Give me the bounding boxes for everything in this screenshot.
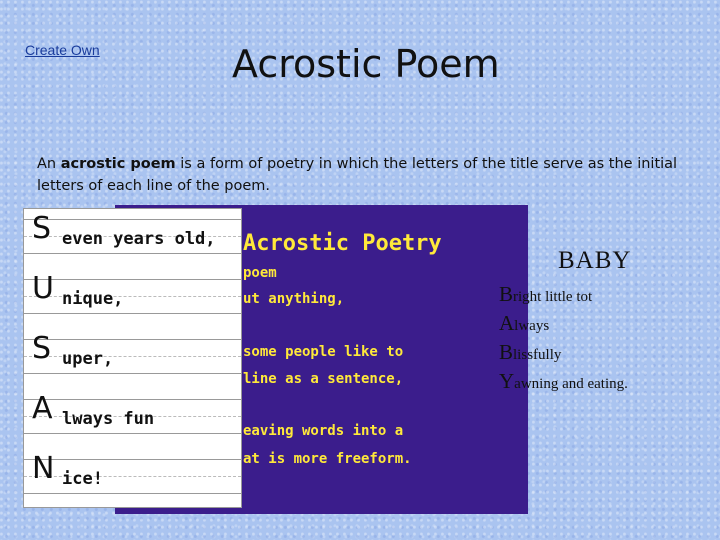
- panel-line: ut anything,: [243, 291, 345, 307]
- baby-poem-line: [499, 340, 561, 365]
- worksheet-letter: S: [32, 211, 52, 246]
- panel-line: line as a sentence,: [243, 371, 404, 387]
- panel-line: eaving words into a: [243, 423, 404, 439]
- acrostic-worksheet: [23, 208, 242, 508]
- intro-paragraph: [37, 153, 687, 197]
- baby-line-initial: B: [499, 282, 514, 306]
- worksheet-row: [24, 269, 241, 327]
- baby-line-text: awning and eating.: [514, 376, 628, 392]
- worksheet-text: uper,: [62, 349, 114, 369]
- panel-line: some people like to: [243, 344, 404, 360]
- worksheet-text: even years old,: [62, 229, 216, 249]
- intro-text-after: is a form of poetry in which the letters of the title serve as the initial letters of each line of the poem.: [37, 156, 678, 194]
- worksheet-letter: N: [32, 451, 55, 486]
- worksheet-text: nique,: [62, 289, 124, 309]
- panel-line: at is more freeform.: [243, 451, 412, 467]
- page-title: Acrostic Poem: [232, 42, 500, 86]
- panel-line: poem: [243, 265, 277, 281]
- baby-line-initial: B: [499, 340, 514, 364]
- baby-line-text: right little tot: [513, 289, 593, 305]
- baby-poem-title: BABY: [558, 247, 632, 274]
- worksheet-row: [24, 389, 241, 447]
- worksheet-letter: A: [32, 391, 53, 426]
- worksheet-row: [24, 449, 241, 507]
- worksheet-letter: S: [32, 331, 52, 366]
- baby-line-initial: A: [499, 311, 515, 335]
- baby-line-text: lissfully: [513, 347, 562, 363]
- create-own-link[interactable]: Create Own: [25, 42, 100, 58]
- baby-line-text: lways: [514, 318, 550, 334]
- worksheet-text: ice!: [62, 469, 103, 489]
- baby-poem-line: [499, 369, 628, 394]
- worksheet-letter: U: [32, 271, 54, 306]
- intro-text-before: An: [37, 156, 61, 172]
- baby-poem-line: [499, 282, 592, 307]
- baby-line-initial: Y: [499, 369, 515, 393]
- baby-poem-line: [499, 311, 549, 336]
- worksheet-text: lways fun: [62, 409, 155, 429]
- intro-text-bold: acrostic poem: [60, 156, 176, 172]
- worksheet-row: [24, 209, 241, 267]
- panel-title: Acrostic Poetry: [243, 231, 442, 256]
- worksheet-row: [24, 329, 241, 387]
